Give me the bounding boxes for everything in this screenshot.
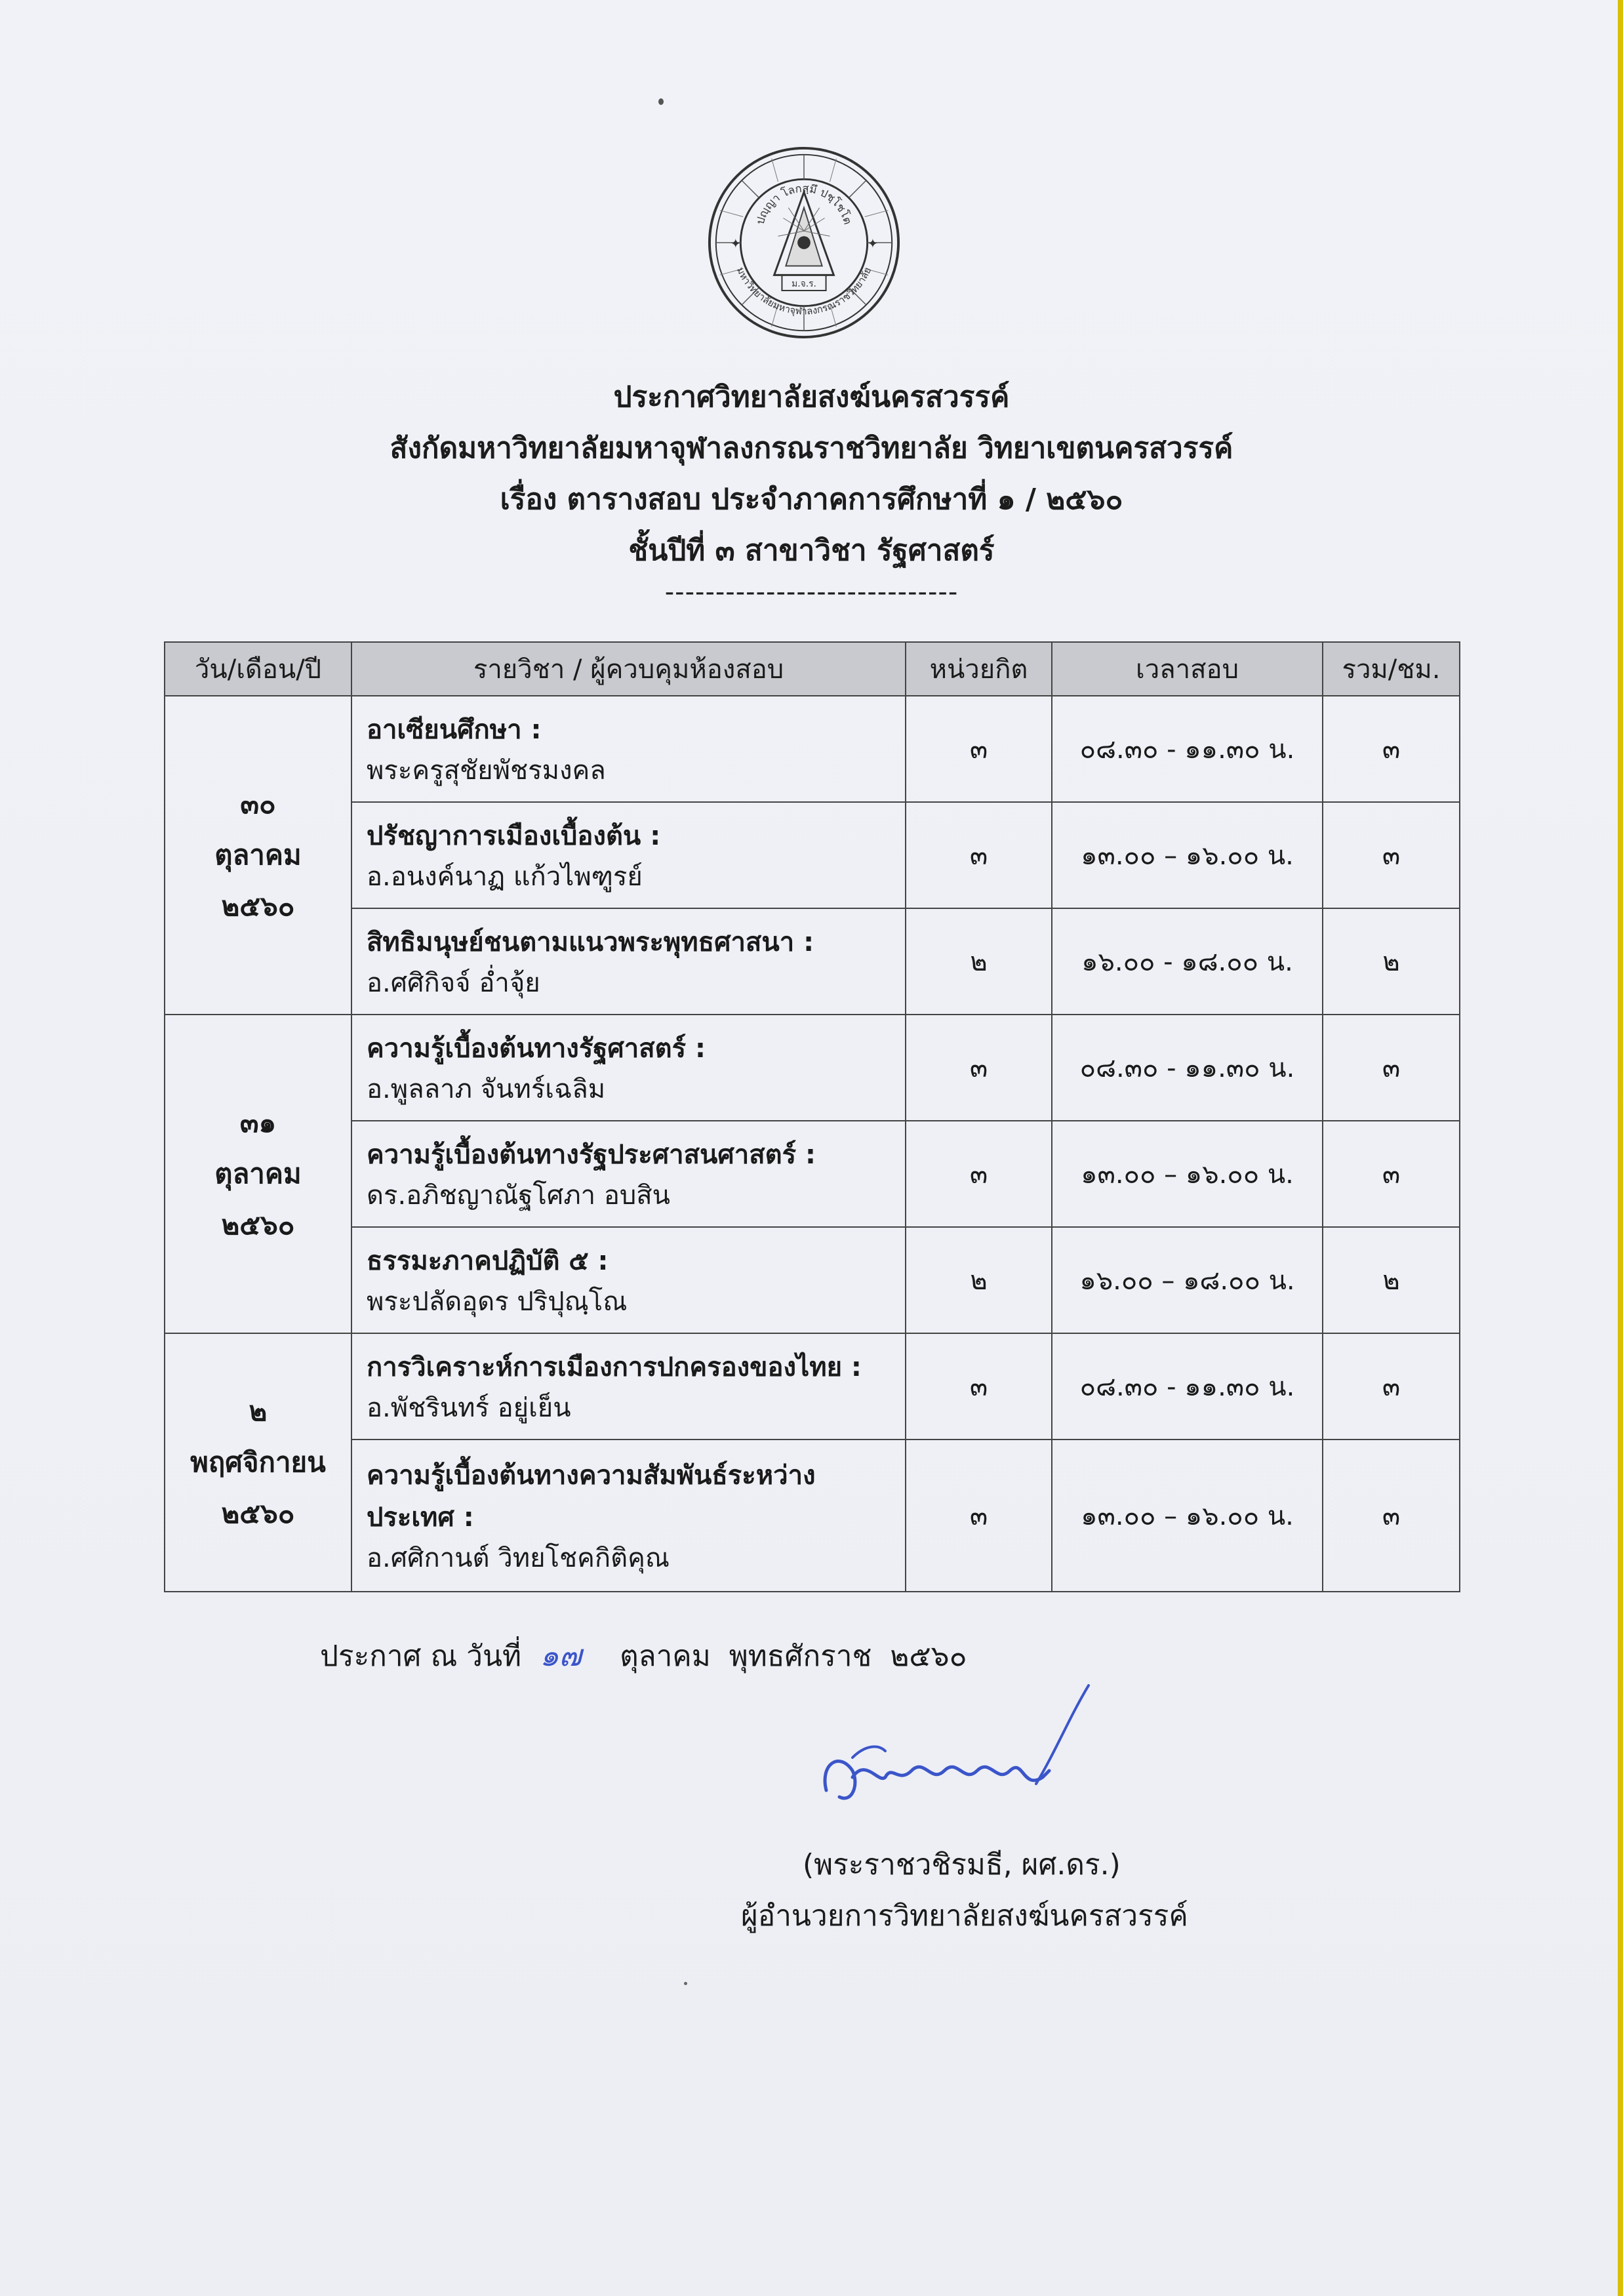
exam-date-month: ตุลาคม [214,839,302,871]
subject-name: ความรู้เบื้องต้นทางรัฐประศาสนศาสตร์ : [367,1140,816,1170]
svg-text:ม.จ.ร.: ม.จ.ร. [791,279,816,290]
column-header-credits: หน่วยกิต [906,642,1052,696]
signer-name: (พระราชวชิรมธี, ผศ.ดร.) [803,1848,1121,1882]
hours-cell: ๓ [1323,1121,1460,1227]
page-edge [1618,0,1623,2296]
column-header-date: วัน/เดือน/ปี [165,642,351,696]
announcement-date-line [320,1632,967,1680]
exam-date-day: ๓๐ [240,788,276,820]
table-row [165,696,1460,802]
exam-schedule-table [164,641,1460,1592]
subject-name: ความรู้เบื้องต้นทางรัฐศาสตร์ : [367,1034,706,1064]
handwritten-signature [813,1679,1102,1830]
subject-name: สิทธิมนุษย์ชนตามแนวพระพุทธศาสนา : [367,927,814,957]
exam-time-cell: ๐๘.๓๐ - ๑๑.๓๐ น. [1052,1333,1323,1440]
heading-affiliation: สังกัดมหาวิทยาลัยมหาจุฬาลงกรณราชวิทยาลัย วิทยาเขตนครสวรรค์ [390,432,1233,465]
table-row [165,802,1460,908]
subject-name: ธรรมะภาคปฏิบัติ ๕ : [367,1246,609,1276]
exam-date-year: ๒๕๖๐ [221,1209,295,1241]
proctor-name: พระปลัดอุดร ปริปุณฺโณ [367,1287,628,1317]
exam-date-cell [165,696,351,1015]
heading-college: ประกาศวิทยาลัยสงฆ์นครสวรรค์ [613,380,1010,414]
announcement-day-handwritten: ๑๗ [540,1638,582,1673]
exam-time-cell: ๑๖.๐๐ – ๑๘.๐๐ น. [1052,1227,1323,1333]
exam-time-cell: ๐๘.๓๐ - ๑๑.๓๐ น. [1052,1015,1323,1121]
table-header-row [165,642,1460,696]
credits-cell: ๓ [906,802,1052,908]
column-header-subject: รายวิชา / ผู้ควบคุมห้องสอบ [351,642,906,696]
heading-year-major: ชั้นปีที่ ๓ สาขาวิชา รัฐศาสตร์ [628,534,995,567]
credits-cell: ๓ [906,1015,1052,1121]
subject-name: ปรัชญาการเมืองเบื้องต้น : [367,821,661,851]
paper-speck [684,1982,687,1985]
column-header-hours: รวม/ชม. [1323,642,1460,696]
table-row [165,908,1460,1015]
exam-time-cell: ๑๓.๐๐ – ๑๖.๐๐ น. [1052,1121,1323,1227]
exam-date-month: ตุลาคม [214,1158,302,1190]
announcement-year: ๒๕๖๐ [890,1640,967,1673]
subject-name: การวิเคราะห์การเมืองการปกครองของไทย : [367,1352,862,1382]
exam-time-cell: ๐๘.๓๐ - ๑๑.๓๐ น. [1052,696,1323,802]
announcement-era: พุทธศักราช [729,1640,872,1673]
table-row [165,1015,1460,1121]
exam-date-cell [165,1333,351,1592]
subject-cell [351,1121,906,1227]
subject-name: อาเซียนศึกษา : [367,715,542,745]
exam-time-cell: ๑๓.๐๐ – ๑๖.๐๐ น. [1052,1440,1323,1592]
exam-date-day: ๓๑ [239,1106,277,1138]
credits-cell: ๓ [906,696,1052,802]
exam-date-year: ๒๕๖๐ [221,890,295,922]
svg-text:ปญฺญา โลกสฺมึ ปชฺโชโต: ปญฺญา โลกสฺมึ ปชฺโชโต [753,181,855,226]
subject-name: ความรู้เบื้องต้นทางความสัมพันธ์ระหว่าง [367,1460,816,1491]
credits-cell: ๓ [906,1121,1052,1227]
proctor-name: พระครูสุชัยพัชรมงคล [367,755,606,786]
exam-date-year: ๒๕๖๐ [221,1497,295,1529]
svg-text:✦: ✦ [867,235,879,251]
exam-time-cell: ๑๓.๐๐ – ๑๖.๐๐ น. [1052,802,1323,908]
proctor-name: อ.อนงค์นาฏ แก้วไพฑูรย์ [367,862,643,892]
exam-time-cell: ๑๖.๐๐ - ๑๘.๐๐ น. [1052,908,1323,1015]
exam-date-month: พฤศจิกายน [190,1446,326,1478]
table-row [165,1121,1460,1227]
proctor-name: อ.ศศิกานต์ วิทยโชคกิติคุณ [367,1543,670,1573]
subject-cell [351,696,906,802]
proctor-name: อ.พูลลาภ จันทร์เฉลิม [367,1074,606,1104]
signer-title: ผู้อำนวยการวิทยาลัยสงฆ์นครสวรรค์ [741,1899,1188,1933]
paper-speck [658,98,664,105]
heading-divider: ----------------------------- [664,577,959,607]
credits-cell: ๒ [906,1227,1052,1333]
svg-text:✦: ✦ [730,235,742,251]
hours-cell: ๓ [1323,802,1460,908]
hours-cell: ๒ [1323,1227,1460,1333]
table-row [165,1440,1460,1592]
hours-cell: ๓ [1323,1015,1460,1121]
subject-name-continued: ประเทศ : [367,1502,474,1533]
exam-date-cell [165,1015,351,1333]
subject-cell [351,1440,906,1592]
subject-cell [351,1333,906,1440]
exam-date-day: ๒ [249,1395,268,1427]
subject-cell [351,1227,906,1333]
hours-cell: ๒ [1323,908,1460,1015]
subject-cell [351,802,906,908]
proctor-name: อ.พัชรินทร์ อยู่เย็น [367,1393,571,1423]
hours-cell: ๓ [1323,696,1460,802]
svg-text:มหาวิทยาลัยมหาจุฬาลงกรณราชวิทย: มหาวิทยาลัยมหาจุฬาลงกรณราชวิทยาลัย [734,266,874,317]
heading-subject: เรื่อง ตารางสอบ ประจำภาคการศึกษาที่ ๑ / ๒๕๖๐ [500,483,1123,516]
proctor-name: อ.ศศิกิจจ์ อ่ำจุ้ย [367,968,540,998]
subject-cell [351,1015,906,1121]
credits-cell: ๓ [906,1440,1052,1592]
hours-cell: ๓ [1323,1333,1460,1440]
announcement-prefix: ประกาศ ณ วันที่ [320,1640,522,1673]
credits-cell: ๓ [906,1333,1052,1440]
proctor-name: ดร.อภิชญาณัฐโศภา อบสิน [367,1180,671,1211]
hours-cell: ๓ [1323,1440,1460,1592]
university-seal-icon [707,146,901,340]
table-row [165,1333,1460,1440]
announcement-month: ตุลาคม [620,1640,711,1673]
table-row [165,1227,1460,1333]
credits-cell: ๒ [906,908,1052,1015]
column-header-time: เวลาสอบ [1052,642,1323,696]
subject-cell [351,908,906,1015]
